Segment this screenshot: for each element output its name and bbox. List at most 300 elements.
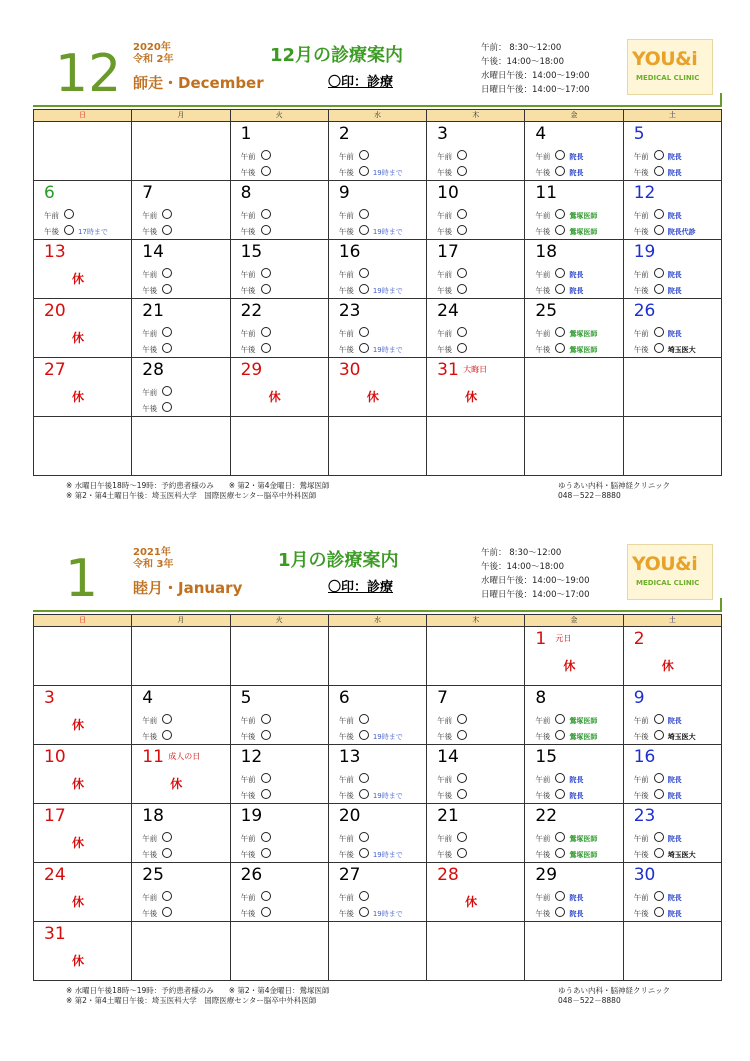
- am-row: [44, 209, 74, 221]
- am-label: 午前: [142, 270, 158, 279]
- day-cell: [132, 627, 230, 686]
- open-circle-icon: [457, 789, 467, 799]
- pm-label: 午後: [633, 732, 649, 741]
- day-cell: [328, 686, 426, 745]
- day-number: 6: [338, 688, 350, 708]
- am-row: [535, 891, 583, 903]
- day-number: 16: [633, 747, 656, 767]
- pm-label: 午後: [142, 732, 158, 741]
- day-number: 9: [338, 183, 350, 203]
- week-row: [34, 417, 722, 476]
- open-circle-icon: [162, 891, 172, 901]
- am-doctor: 院長: [667, 835, 682, 843]
- pm-row: [634, 225, 696, 237]
- open-circle-icon: [261, 832, 271, 842]
- am-row: [634, 891, 682, 903]
- weekday-header: 木: [427, 110, 525, 122]
- logo-text: YOU&i: [632, 553, 698, 575]
- day-number: 12: [240, 747, 263, 767]
- am-doctor: 鶯塚医師: [569, 835, 598, 843]
- week-row: [34, 804, 722, 863]
- open-circle-icon: [162, 268, 172, 278]
- open-circle-icon: [555, 714, 565, 724]
- pm-row: [437, 225, 467, 237]
- pm-row: [339, 730, 403, 742]
- clinic-hours: [481, 41, 590, 97]
- open-circle-icon: [64, 209, 74, 219]
- am-row: [535, 268, 583, 280]
- open-circle-icon: [654, 268, 664, 278]
- day-number: 19: [240, 806, 263, 826]
- pm-row: [142, 730, 172, 742]
- open-circle-icon: [261, 268, 271, 278]
- am-row: [339, 327, 369, 339]
- pm-label: 午後: [633, 791, 649, 800]
- pm-label: 午後: [437, 168, 453, 177]
- hours-wed: 水曜日午後：14:00〜19:00: [481, 576, 590, 586]
- day-number: 1: [535, 629, 547, 649]
- pm-label: 午後: [338, 286, 354, 295]
- pm-row: [634, 848, 696, 860]
- day-cell: [230, 686, 328, 745]
- open-circle-icon: [261, 907, 271, 917]
- pm-row: [437, 284, 467, 296]
- holiday-note: 成人の日: [168, 752, 201, 761]
- pm-doctor: 鶯塚医師: [569, 228, 598, 236]
- am-row: [634, 714, 682, 726]
- day-cell: [230, 804, 328, 863]
- day-cell: [427, 358, 525, 417]
- day-cell: [34, 686, 132, 745]
- am-row: [535, 327, 597, 339]
- am-row: [241, 832, 271, 844]
- hours-sun: 日曜日午後：14:00〜17:00: [481, 85, 590, 95]
- day-number: 14: [437, 747, 459, 767]
- clinic-name: ゆうあい内科・脳神経クリニック: [558, 986, 671, 995]
- pm-label: 午後: [142, 227, 158, 236]
- day-cell: [230, 358, 328, 417]
- weekday-header: 火: [230, 110, 328, 122]
- am-row: [535, 150, 583, 162]
- day-number: 26: [240, 865, 263, 885]
- open-circle-icon: [261, 343, 271, 353]
- day-cell: [34, 122, 132, 181]
- header-rule-vertical: [720, 598, 722, 612]
- open-circle-icon: [654, 225, 664, 235]
- pm-row: [535, 166, 583, 178]
- am-label: 午前: [535, 834, 551, 843]
- year-reiwa: 令和 2年: [133, 54, 174, 65]
- pm-row: [339, 789, 403, 801]
- open-circle-icon: [555, 789, 565, 799]
- open-circle-icon: [555, 225, 565, 235]
- pm-row: [142, 343, 172, 355]
- pm-doctor: 院長代診: [667, 228, 696, 236]
- day-number: 8: [535, 688, 547, 708]
- week-row: [34, 686, 722, 745]
- day-number: 26: [633, 301, 656, 321]
- am-row: [339, 773, 369, 785]
- open-circle-icon: [457, 343, 467, 353]
- am-row: [437, 150, 467, 162]
- day-number: 15: [240, 242, 263, 262]
- month-name: 睦月・January: [133, 579, 243, 597]
- pm-row: [535, 789, 583, 801]
- pm-doctor: 19時まで: [372, 851, 403, 859]
- closed-label: 休: [366, 390, 379, 404]
- pm-row: [437, 343, 467, 355]
- day-cell: [34, 240, 132, 299]
- pm-label: 午後: [437, 227, 453, 236]
- day-cell: [328, 745, 426, 804]
- day-cell: [34, 299, 132, 358]
- weekday-header: 日: [34, 615, 132, 627]
- clinic-phone: 048－522－8880: [558, 491, 621, 500]
- am-row: [241, 714, 271, 726]
- day-cell: [623, 745, 721, 804]
- am-label: 午前: [240, 152, 256, 161]
- day-cell: [623, 122, 721, 181]
- pm-row: [241, 789, 271, 801]
- day-cell: [623, 804, 721, 863]
- am-row: [535, 209, 597, 221]
- closed-label: 休: [72, 331, 85, 345]
- am-row: [241, 268, 271, 280]
- pm-row: [241, 225, 271, 237]
- day-number: 20: [44, 301, 66, 321]
- pm-label: 午後: [633, 850, 649, 859]
- day-number: 27: [338, 865, 361, 885]
- open-circle-icon: [555, 848, 565, 858]
- pm-label: 午後: [535, 791, 551, 800]
- am-label: 午前: [437, 152, 453, 161]
- pm-label: 午後: [535, 168, 551, 177]
- closed-label: 休: [72, 718, 85, 732]
- pm-doctor: 院長: [569, 287, 584, 295]
- pm-row: [142, 402, 172, 414]
- pm-label: 午後: [535, 850, 551, 859]
- pm-row: [241, 848, 271, 860]
- day-cell: [525, 181, 623, 240]
- day-cell: [230, 181, 328, 240]
- am-label: 午前: [437, 270, 453, 279]
- pm-row: [437, 730, 467, 742]
- day-cell: [623, 358, 721, 417]
- day-cell: [132, 417, 230, 476]
- closed-label: 休: [72, 895, 85, 909]
- pm-row: [142, 848, 172, 860]
- day-cell: [328, 299, 426, 358]
- closed-label: 休: [563, 659, 576, 673]
- week-row: [34, 922, 722, 981]
- pm-row: [142, 907, 172, 919]
- open-circle-icon: [162, 714, 172, 724]
- pm-label: 午後: [44, 227, 59, 236]
- pm-label: 午後: [142, 404, 158, 413]
- day-number: 28: [437, 865, 459, 885]
- day-number: 6: [44, 183, 55, 203]
- day-number: 3: [44, 688, 55, 708]
- am-doctor: 鶯塚医師: [569, 212, 598, 220]
- day-cell: [525, 417, 623, 476]
- day-number: 10: [44, 747, 66, 767]
- pm-doctor: 埼玉医大: [667, 851, 696, 859]
- am-doctor: 院長: [569, 153, 584, 161]
- open-circle-icon: [359, 832, 369, 842]
- day-cell: [230, 745, 328, 804]
- am-row: [634, 327, 682, 339]
- am-row: [535, 714, 597, 726]
- pm-label: 午後: [633, 909, 649, 918]
- open-circle-icon: [457, 848, 467, 858]
- day-cell: [525, 745, 623, 804]
- open-circle-icon: [162, 343, 172, 353]
- pm-label: 午後: [633, 286, 649, 295]
- open-circle-icon: [457, 327, 467, 337]
- open-circle-icon: [555, 209, 565, 219]
- day-cell: [328, 627, 426, 686]
- open-circle-icon: [162, 225, 172, 235]
- open-circle-icon: [555, 730, 565, 740]
- pm-row: [535, 284, 583, 296]
- open-circle-icon: [359, 907, 369, 917]
- pm-row: [437, 848, 467, 860]
- open-circle-icon: [162, 402, 172, 412]
- day-cell: [623, 299, 721, 358]
- am-label: 午前: [338, 270, 354, 279]
- weekday-header: 木: [427, 615, 525, 627]
- day-number: 7: [142, 183, 154, 203]
- day-cell: [525, 922, 623, 981]
- day-cell: [525, 299, 623, 358]
- am-row: [437, 773, 467, 785]
- pm-doctor: 院長: [569, 792, 584, 800]
- am-row: [535, 773, 583, 785]
- open-circle-icon: [654, 343, 664, 353]
- open-circle-icon: [654, 284, 664, 294]
- pm-doctor: 19時まで: [372, 169, 403, 177]
- pm-row: [634, 730, 696, 742]
- pm-label: 午後: [142, 850, 158, 859]
- pm-doctor: 院長: [569, 169, 584, 177]
- open-circle-icon: [162, 848, 172, 858]
- open-circle-icon: [555, 150, 565, 160]
- day-cell: [427, 122, 525, 181]
- am-label: 午前: [437, 775, 453, 784]
- page-title: 12月の診療案内: [270, 45, 404, 66]
- am-label: 午前: [633, 329, 649, 338]
- day-cell: [623, 686, 721, 745]
- pm-label: 午後: [633, 227, 649, 236]
- pm-row: [241, 907, 271, 919]
- day-number: 31: [437, 360, 459, 380]
- pm-row: [142, 284, 172, 296]
- pm-row: [634, 343, 696, 355]
- month-name: 師走・December: [133, 74, 264, 92]
- footer-clinic: [558, 481, 670, 501]
- week-row: [34, 122, 722, 181]
- day-cell: [623, 417, 721, 476]
- page-title: 1月の診療案内: [278, 550, 399, 571]
- am-row: [634, 150, 682, 162]
- day-number: 4: [535, 124, 547, 144]
- open-circle-icon: [457, 166, 467, 176]
- day-cell: [34, 627, 132, 686]
- pm-row: [339, 907, 403, 919]
- hours-wed: 水曜日午後：14:00〜19:00: [481, 71, 590, 81]
- am-label: 午前: [240, 329, 256, 338]
- header-rule: [33, 105, 721, 107]
- day-number: 2: [633, 629, 645, 649]
- day-cell: [230, 417, 328, 476]
- closed-label: 休: [72, 272, 85, 286]
- open-circle-icon: [162, 284, 172, 294]
- pm-row: [535, 343, 597, 355]
- open-circle-icon: [457, 284, 467, 294]
- day-number: 30: [633, 865, 656, 885]
- week-row: [34, 627, 722, 686]
- day-cell: [132, 122, 230, 181]
- open-circle-icon: [555, 343, 565, 353]
- day-number: 2: [338, 124, 350, 144]
- open-circle-icon: [457, 832, 467, 842]
- day-cell: [132, 299, 230, 358]
- month-section: [0, 505, 750, 1015]
- am-row: [142, 327, 172, 339]
- week-row: [34, 299, 722, 358]
- open-circle-icon: [457, 268, 467, 278]
- pm-row: [241, 166, 271, 178]
- pm-doctor: 埼玉医大: [667, 346, 696, 354]
- pm-row: [339, 848, 403, 860]
- logo-text: YOU&i: [632, 48, 698, 70]
- day-cell: [427, 240, 525, 299]
- day-number: 18: [535, 242, 558, 262]
- day-cell: [132, 686, 230, 745]
- pm-label: 午後: [240, 732, 256, 741]
- pm-doctor: 鶯塚医師: [569, 851, 598, 859]
- week-row: [34, 863, 722, 922]
- day-number: 27: [44, 360, 66, 380]
- pm-doctor: 19時まで: [372, 910, 403, 918]
- pm-label: 午後: [338, 909, 354, 918]
- day-cell: [427, 922, 525, 981]
- clinic-logo: [627, 39, 713, 95]
- day-cell: [427, 804, 525, 863]
- am-row: [634, 268, 682, 280]
- day-cell: [525, 686, 623, 745]
- day-cell: [328, 240, 426, 299]
- am-label: 午前: [535, 329, 551, 338]
- logo-subtext: MEDICAL CLINIC: [636, 579, 700, 587]
- day-cell: [427, 863, 525, 922]
- day-cell: [427, 627, 525, 686]
- open-circle-icon: [162, 832, 172, 842]
- open-circle-icon: [162, 386, 172, 396]
- am-label: 午前: [437, 329, 453, 338]
- day-cell: [623, 863, 721, 922]
- week-row: [34, 240, 722, 299]
- weekday-header: 月: [132, 615, 230, 627]
- open-circle-icon: [457, 150, 467, 160]
- footer-note-1: ※ 水曜日午後18時〜19時：予約患者様のみ ※ 第2・第4金曜日：鶯塚医師: [66, 986, 330, 995]
- open-circle-icon: [654, 730, 664, 740]
- day-number: 11: [535, 183, 558, 203]
- pm-label: 午後: [437, 850, 453, 859]
- header-rule-vertical: [720, 93, 722, 107]
- am-row: [339, 832, 369, 844]
- closed-label: 休: [72, 836, 85, 850]
- pm-row: [241, 343, 271, 355]
- pm-row: [535, 848, 597, 860]
- day-number: 22: [240, 301, 263, 321]
- am-label: 午前: [633, 775, 649, 784]
- open-circle-icon: [64, 225, 74, 235]
- pm-label: 午後: [535, 286, 551, 295]
- day-cell: [328, 922, 426, 981]
- pm-row: [339, 166, 403, 178]
- hours-am: 午前： 8:30〜12:00: [481, 548, 562, 558]
- am-row: [339, 714, 369, 726]
- day-cell: [132, 358, 230, 417]
- pm-label: 午後: [240, 909, 256, 918]
- pm-row: [634, 907, 682, 919]
- am-label: 午前: [535, 211, 551, 220]
- am-label: 午前: [535, 716, 551, 725]
- closed-label: 休: [170, 777, 183, 791]
- footer-clinic: [558, 986, 670, 1006]
- am-label: 午前: [142, 893, 158, 902]
- weekday-header: 土: [623, 615, 721, 627]
- am-label: 午前: [240, 834, 256, 843]
- closed-label: 休: [268, 390, 281, 404]
- weekday-header: 金: [525, 615, 623, 627]
- month-number: 12: [55, 44, 122, 104]
- pm-doctor: 院長: [667, 169, 682, 177]
- day-number: 30: [338, 360, 361, 380]
- am-row: [339, 150, 369, 162]
- open-circle-icon: [457, 730, 467, 740]
- pm-label: 午後: [633, 168, 649, 177]
- pm-row: [142, 225, 172, 237]
- open-circle-icon: [162, 209, 172, 219]
- am-doctor: 院長: [667, 330, 682, 338]
- pm-label: 午後: [633, 345, 649, 354]
- open-circle-icon: [261, 714, 271, 724]
- am-label: 午前: [142, 329, 158, 338]
- pm-label: 午後: [437, 345, 453, 354]
- day-cell: [132, 804, 230, 863]
- day-cell: [623, 240, 721, 299]
- day-cell: [34, 181, 132, 240]
- closed-label: 休: [72, 390, 85, 404]
- open-circle-icon: [261, 773, 271, 783]
- day-number: 17: [437, 242, 459, 262]
- open-circle-icon: [359, 166, 369, 176]
- pm-label: 午後: [142, 345, 158, 354]
- am-label: 午前: [535, 152, 551, 161]
- open-circle-icon: [654, 848, 664, 858]
- day-cell: [132, 240, 230, 299]
- closed-label: 休: [465, 895, 478, 909]
- pm-row: [535, 907, 583, 919]
- footer-note-2: ※ 第2・第4土曜日午後：埼玉医科大学 国際医療センター脳卒中外科医師: [66, 491, 317, 500]
- open-circle-icon: [457, 773, 467, 783]
- open-circle-icon: [261, 789, 271, 799]
- open-circle-icon: [555, 907, 565, 917]
- day-cell: [427, 299, 525, 358]
- open-circle-icon: [654, 891, 664, 901]
